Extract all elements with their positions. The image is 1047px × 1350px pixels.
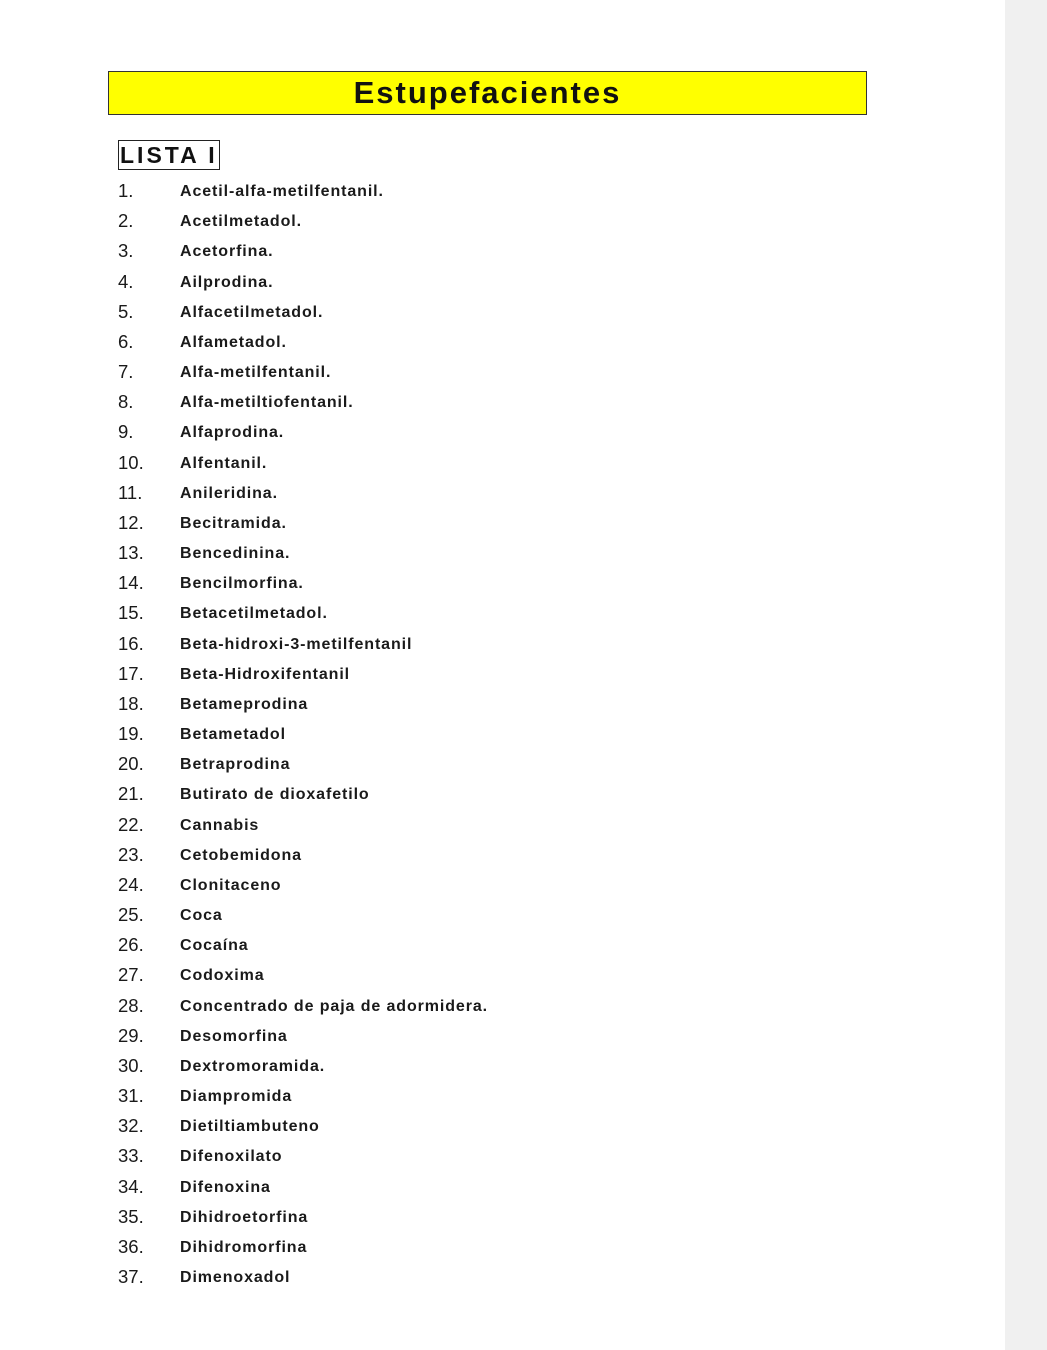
list-item-number: 27. [118, 964, 144, 986]
list-item [118, 571, 818, 595]
list-item-number: 26. [118, 934, 144, 956]
list-item-number: 12. [118, 511, 144, 533]
list-item-name: Concentrado de paja de adormidera. [180, 997, 488, 1015]
list-item-name: Alfa-metilfentanil. [180, 364, 332, 382]
list-item-name: Alfacetilmetadol. [180, 303, 324, 321]
side-panel-strip [1005, 0, 1047, 1350]
list-item [118, 632, 818, 656]
list-item-name: Difenoxilato [180, 1148, 283, 1166]
list-item-number: 23. [118, 843, 144, 865]
list-item [118, 179, 818, 203]
list-item-number: 33. [118, 1145, 144, 1167]
list-item-number: 6. [118, 330, 134, 352]
list-item [118, 1205, 818, 1229]
list-item-number: 11. [118, 481, 143, 503]
list-item [118, 1144, 818, 1168]
list-item [118, 300, 818, 324]
list-item-name: Acetil-alfa-metilfentanil. [180, 183, 384, 200]
list-item-number: 29. [118, 1024, 144, 1046]
list-item [118, 782, 818, 806]
list-item-name: Alfentanil. [180, 454, 268, 472]
list-item [118, 903, 818, 927]
list-item-number: 10. [118, 451, 144, 473]
list-item-name: Codoxima [180, 967, 265, 985]
list-item-name: Difenoxina [180, 1178, 271, 1196]
list-item [118, 601, 818, 625]
list-item-name: Ailprodina. [180, 273, 274, 291]
list-item-number: 20. [118, 753, 144, 775]
list-item-name: Desomorfina [180, 1027, 288, 1045]
list-item [118, 843, 818, 867]
list-item [118, 722, 818, 746]
list-item-name: Anileridina. [180, 484, 278, 502]
list-item [118, 1235, 818, 1259]
list-item [118, 933, 818, 957]
list-item-number: 9. [118, 421, 134, 443]
list-item-name: Acetorfina. [180, 243, 274, 261]
list-item-number: 24. [118, 873, 144, 895]
list-item-name: Coca [180, 907, 223, 925]
list-item-name: Clonitaceno [180, 876, 282, 894]
list-item-name: Cannabis [180, 816, 260, 834]
list-item-number: 18. [118, 692, 144, 714]
list-item-number: 32. [118, 1115, 144, 1137]
list-item-name: Dextromoramida. [180, 1057, 326, 1075]
list-item [118, 1265, 818, 1289]
list-item-number: 14. [118, 572, 144, 594]
list-item-number: 13. [118, 542, 144, 564]
list-item [118, 360, 818, 384]
list-item-name: Dihidroetorfina [180, 1208, 309, 1226]
list-item-name: Bencedinina. [180, 545, 291, 563]
list-item-name: Dimenoxadol [180, 1269, 291, 1287]
list-item [118, 451, 818, 475]
list-item-name: Alfa-metiltiofentanil. [180, 394, 354, 412]
list-item [118, 1054, 818, 1078]
list-item-number: 5. [118, 300, 134, 322]
list-item-number: 37. [118, 1266, 144, 1288]
list-item-number: 17. [118, 662, 144, 684]
list-item-number: 25. [118, 904, 144, 926]
list-item-name: Cetobemidona [180, 846, 302, 864]
list-item [118, 1114, 818, 1138]
list-item [118, 420, 818, 444]
list-item [118, 752, 818, 776]
list-item [118, 330, 818, 354]
document-title: Estupefacientes [353, 75, 622, 110]
list-item-number: 30. [118, 1054, 144, 1076]
list-item [118, 1024, 818, 1048]
list-item-number: 3. [118, 240, 134, 262]
list-item-name: Cocaína [180, 937, 249, 955]
list-item [118, 390, 818, 414]
list-item [118, 270, 818, 294]
list-item-name: Betameprodina [180, 695, 309, 713]
list-item [118, 662, 818, 686]
list-item-number: 21. [118, 783, 144, 805]
list-item-name: Beta-Hidroxifentanil [180, 665, 351, 683]
list-item-name: Betametadol [180, 726, 286, 744]
list-item-number: 8. [118, 391, 134, 413]
list-heading: LISTA I [120, 142, 218, 168]
list-item [118, 692, 818, 716]
list-item-number: 2. [118, 210, 134, 232]
list-item [118, 1084, 818, 1108]
list-item [118, 239, 818, 263]
list-item-number: 22. [118, 813, 144, 835]
list-item-number: 35. [118, 1205, 144, 1227]
list-item [118, 541, 818, 565]
list-item [118, 963, 818, 987]
list-item-name: Butirato de dioxafetilo [180, 786, 370, 804]
list-item-name: Diampromida [180, 1088, 293, 1106]
list-item-name: Dietiltiambuteno [180, 1118, 320, 1136]
list-item-number: 16. [118, 632, 144, 654]
list-item [118, 813, 818, 837]
list-item [118, 511, 818, 535]
list-item-name: Acetilmetadol. [180, 213, 302, 231]
list-item-number: 36. [118, 1235, 144, 1257]
list-item-name: Alfaprodina. [180, 424, 285, 442]
list-item-number: 28. [118, 994, 144, 1016]
list-item-number: 7. [118, 361, 134, 383]
list-item [118, 209, 818, 233]
list-item-number: 34. [118, 1175, 144, 1197]
list-item-name: Bencilmorfina. [180, 575, 304, 593]
list-item-name: Alfametadol. [180, 333, 287, 351]
list-item [118, 481, 818, 505]
list-item [118, 994, 818, 1018]
list-item [118, 873, 818, 897]
list-item-name: Betraprodina [180, 756, 291, 774]
list-item-name: Betacetilmetadol. [180, 605, 328, 623]
list-item-number: 31. [118, 1085, 144, 1107]
list-item [118, 1175, 818, 1199]
list-item-number: 15. [118, 602, 144, 624]
list-item-number: 19. [118, 723, 144, 745]
list-item-name: Becitramida. [180, 514, 287, 532]
list-item-number: 1. [118, 180, 134, 201]
list-item-name: Beta-hidroxi-3-metilfentanil [180, 635, 413, 653]
list-item-number: 4. [118, 270, 134, 292]
list-item-name: Dihidromorfina [180, 1238, 308, 1256]
